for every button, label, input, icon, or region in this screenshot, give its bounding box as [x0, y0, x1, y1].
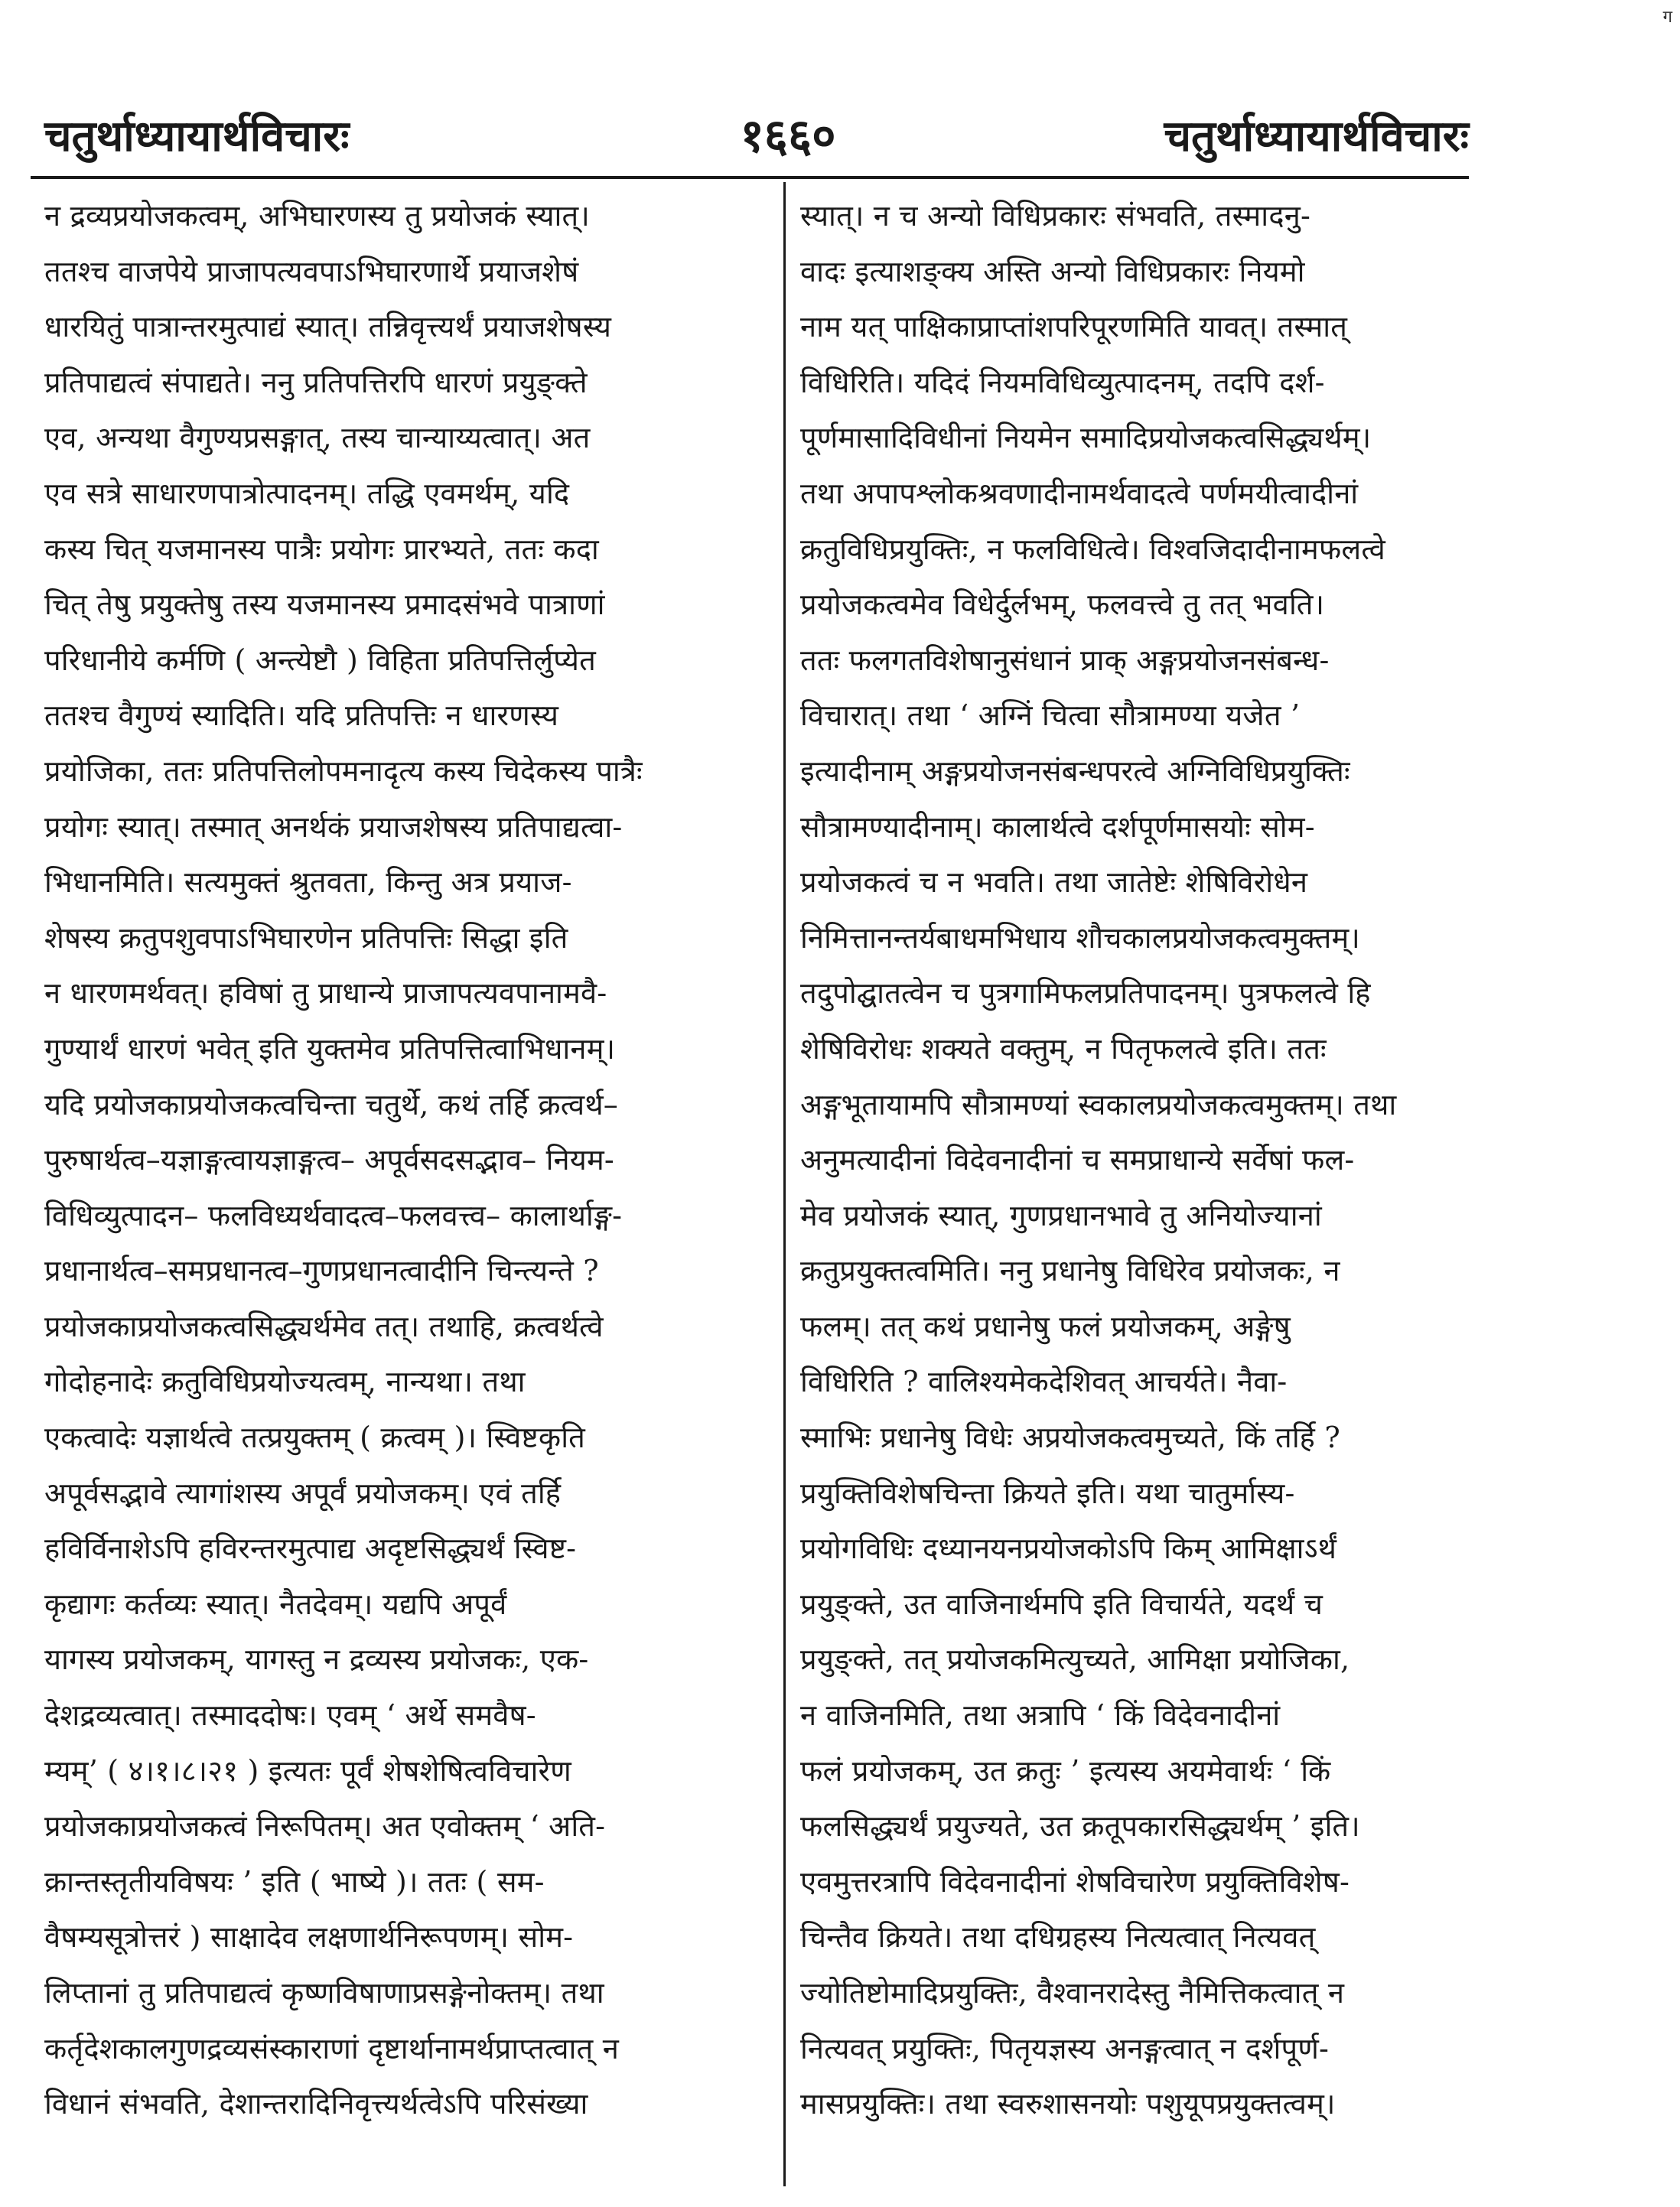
running-head-left: चतुर्थाध्यायार्थविचारः [44, 111, 350, 161]
text-line: फलं प्रयोजकम्, उत क्रतुः ’ इत्यस्य अयमेवार्थः ‘ किं [800, 1753, 1331, 1788]
text-line: प्रयोजकत्वमेव विधेर्दुर्लभम्, फलवत्त्वे तु तत् भवति। [800, 588, 1325, 622]
text-line: क्रतुविधिप्रयुक्तिः, न फलविधित्वे। विश्वजिदादीनामफलत्वे [800, 532, 1385, 566]
text-line: प्रयुक्तिविशेषचिन्ता क्रियते इति। यथा चातुर्मास्य- [800, 1476, 1295, 1510]
text-line: अपूर्वसद्भावे त्यागांशस्य अपूर्वं प्रयोजकम्। एवं तर्हि [44, 1476, 562, 1510]
text-line: प्रयोगविधिः दध्यानयनप्रयोजकोऽपि किम् आमिक्षाऽर्थं [800, 1532, 1337, 1566]
text-line: कस्य चित् यजमानस्य पात्रैः प्रयोगः प्रारभ्यते, ततः कदा [44, 532, 599, 566]
page-header [31, 92, 1469, 176]
text-line: स्माभिः प्रधानेषु विधेः अप्रयोजकत्वमुच्यते, किं तर्हि ? [800, 1421, 1340, 1455]
text-line: शेषिविरोधः शक्यते वक्तुम्, न पितृफलत्वे इति। ततः [800, 1031, 1327, 1066]
text-line: मासप्रयुक्तिः। तथा स्वरुशासनयोः पशुयूपप्रयुक्तत्वम्। [800, 2087, 1336, 2121]
text-line: कर्तृदेशकालगुणद्रव्यसंस्काराणां दृष्टार्थानामर्थप्राप्तत्वात् न [44, 2031, 619, 2065]
right-text-column [800, 188, 1469, 2132]
text-line: पुरुषार्थत्व–यज्ञाङ्गत्वायज्ञाङ्गत्व– अपूर्वसदसद्भाव– नियम- [44, 1143, 614, 1177]
text-line: नित्यवत् प्रयुक्तिः, पितृयज्ञस्य अनङ्गत्वात् न दर्शपूर्ण- [800, 2031, 1330, 2065]
page-number: १६६० [740, 109, 836, 163]
header-rule [31, 176, 1469, 179]
text-line: धारयितुं पात्रान्तरमुत्पाद्यं स्यात्। तन्निवृत्त्यर्थं प्रयाजशेषस्य [44, 310, 612, 344]
text-line: प्रयोजिका, ततः प्रतिपत्तिलोपमनादृत्य कस्य चिदेकस्य पात्रैः [44, 754, 643, 788]
text-line: प्रयोजकाप्रयोजकत्वं निरूपितम्। अत एवोक्तम् ‘ अति- [44, 1809, 606, 1844]
text-line: गुण्यार्थं धारणं भवेत् इति युक्तमेव प्रतिपत्तित्वाभिधानम्। [44, 1031, 616, 1066]
column-divider [783, 182, 786, 2186]
text-line: चिन्तैव क्रियते। तथा दधिग्रहस्य नित्यत्वात् नित्यवत् [800, 1920, 1316, 1955]
running-head-right: चतुर्थाध्यायार्थविचारः [1164, 111, 1469, 161]
text-line: विधिरिति। यदिदं नियमविधिव्युत्पादनम्, तदपि दर्श- [800, 365, 1325, 399]
text-line: अङ्गभूतायामपि सौत्रामण्यां स्वकालप्रयोजकत्वमुक्तम्। तथा [800, 1087, 1397, 1121]
text-line: विधिरिति ? वालिश्यमेकदेशिवत् आचर्यते। नैवा- [800, 1365, 1288, 1399]
text-line: एवमुत्तरत्रापि विदेवनादीनां शेषविचारेण प्रयुक्तिविशेष- [800, 1864, 1350, 1899]
text-line: यागस्य प्रयोजकम्, यागस्तु न द्रव्यस्य प्रयोजकः, एक- [44, 1642, 589, 1677]
text-line: विधिव्युत्पादन– फलविध्यर्थवादत्व–फलवत्त्व– कालार्थाङ्ग- [44, 1198, 623, 1232]
text-line: न द्रव्यप्रयोजकत्वम्, अभिघारणस्य तु प्रयोजकं स्यात्। [44, 199, 590, 233]
text-line: ततश्च वैगुण्यं स्यादिति। यदि प्रतिपत्तिः न धारणस्य [44, 698, 559, 733]
text-line: ततः फलगतविशेषानुसंधानं प्राक् अङ्गप्रयोजनसंबन्ध- [800, 643, 1330, 677]
text-line: चित् तेषु प्रयुक्तेषु तस्य यजमानस्य प्रमादसंभवे पात्राणां [44, 588, 605, 622]
text-line: स्यात्। न च अन्यो विधिप्रकारः संभवति, तस्मादनु- [800, 199, 1311, 233]
text-line: प्रयुङ्क्ते, तत् प्रयोजकमित्युच्यते, आमिक्षा प्रयोजिका, [800, 1642, 1350, 1677]
text-line: प्रयोगः स्यात्। तस्मात् अनर्थकं प्रयाजशेषस्य प्रतिपाद्यत्वा- [44, 809, 623, 844]
text-line: पूर्णमासादिविधीनां नियमेन समादिप्रयोजकत्वसिद्ध्यर्थम्। [800, 421, 1372, 455]
text-line: मेव प्रयोजकं स्यात्, गुणप्रधानभावे तु अनियोज्यानां [800, 1198, 1322, 1232]
margin-mark: ग [1662, 8, 1672, 27]
text-line: ततश्च वाजपेये प्राजापत्यवपाऽभिघारणार्थे प्रयाजशेषं [44, 254, 579, 288]
text-line: तदुपोद्घातत्वेन च पुत्रगामिफलप्रतिपादनम्। पुत्रफलत्वे हि [800, 976, 1371, 1011]
text-line: प्रयुङ्क्ते, उत वाजिनार्थमपि इति विचार्यते, यदर्थं च [800, 1587, 1323, 1621]
text-line: प्रतिपाद्यत्वं संपाद्यते। ननु प्रतिपत्तिरपि धारणं प्रयुङ्क्ते [44, 365, 588, 399]
text-line: एव, अन्यथा वैगुण्यप्रसङ्गात्, तस्य चान्याय्यत्वात्। अत [44, 421, 591, 455]
text-line: क्रान्तस्तृतीयविषयः ’ इति ( भाष्ये )। ततः ( सम- [44, 1864, 545, 1899]
text-line: विचारात्। तथा ‘ अग्निं चित्वा सौत्रामण्या यजेत ’ [800, 698, 1301, 733]
text-line: वैषम्यसूत्रोत्तरं ) साक्षादेव लक्षणार्थनिरूपणम्। सोम- [44, 1920, 574, 1955]
text-line: तथा अपापश्लोकश्रवणादीनामर्थवादत्वे पर्णमयीत्वादीनां [800, 476, 1359, 510]
text-line: न धारणमर्थवत्। हविषां तु प्राधान्ये प्राजापत्यवपानामवै- [44, 976, 607, 1011]
text-line: प्रधानार्थत्व–समप्रधानत्व–गुणप्रधानत्वादीनि चिन्त्यन्ते ? [44, 1254, 599, 1288]
text-line: एकत्वादेः यज्ञार्थत्वे तत्प्रयुक्तम् ( क्रत्वम् )। स्विष्टकृति [44, 1421, 585, 1455]
text-line: फलम्। तत् कथं प्रधानेषु फलं प्रयोजकम्, अङ्गेषु [800, 1309, 1291, 1343]
text-line: म्यम्’ ( ४।१।८।२१ ) इत्यतः पूर्वं शेषशेषित्वविचारेण [44, 1753, 571, 1788]
text-line: न वाजिनमिति, तथा अत्रापि ‘ किं विदेवनादीनां [800, 1698, 1281, 1733]
text-line: नाम यत् पाक्षिकाप्राप्तांशपरिपूरणमिति यावत्। तस्मात् [800, 310, 1348, 344]
text-line: सौत्रामण्यादीनाम्। कालार्थत्वे दर्शपूर्णमासयोः सोम- [800, 809, 1315, 844]
text-line: निमित्तानन्तर्यबाधमभिधाय शौचकालप्रयोजकत्वमुक्तम्। [800, 920, 1360, 955]
text-line: वादः इत्याशङ्क्य अस्ति अन्यो विधिप्रकारः नियमो [800, 254, 1305, 288]
left-text-column [44, 188, 767, 2132]
text-line: ज्योतिष्टोमादिप्रयुक्तिः, वैश्वानरादेस्तु नैमित्तिकत्वात् न [800, 1976, 1345, 2010]
text-line: अनुमत्यादीनां विदेवनादीनां च समप्राधान्ये सर्वेषां फल- [800, 1143, 1355, 1177]
text-line: भिधानमिति। सत्यमुक्तं श्रुतवता, किन्तु अत्र प्रयाज- [44, 865, 572, 900]
text-line: फलसिद्ध्यर्थं प्रयुज्यते, उत क्रतूपकारसिद्ध्यर्थम् ’ इति। [800, 1809, 1360, 1844]
text-line: इत्यादीनाम् अङ्गप्रयोजनसंबन्धपरत्वे अग्निविधिप्रयुक्तिः [800, 754, 1350, 788]
text-line: कृद्यागः कर्तव्यः स्यात्। नैतदेवम्। यद्यपि अपूर्वं [44, 1587, 507, 1621]
text-line: एव सत्रे साधारणपात्रोत्पादनम्। तद्धि एवमर्थम्, यदि [44, 476, 570, 510]
text-line: लिप्तानां तु प्रतिपाद्यत्वं कृष्णविषाणाप्रसङ्गेनोक्तम्। तथा [44, 1976, 604, 2010]
text-line: देशद्रव्यत्वात्। तस्माददोषः। एवम् ‘ अर्थे समवैष- [44, 1698, 536, 1733]
text-line: गोदोहनादेः क्रतुविधिप्रयोज्यत्वम्, नान्यथा। तथा [44, 1365, 526, 1399]
text-line: शेषस्य क्रतुपशुवपाऽभिघारणेन प्रतिपत्तिः सिद्धा इति [44, 920, 568, 955]
text-line: प्रयोजकाप्रयोजकत्वसिद्ध्यर्थमेव तत्। तथाहि, क्रत्वर्थत्वे [44, 1309, 604, 1343]
text-line: क्रतुप्रयुक्तत्वमिति। ननु प्रधानेषु विधिरेव प्रयोजकः, न [800, 1254, 1340, 1288]
text-line: परिधानीये कर्मणि ( अन्त्येष्टौ ) विहिता प्रतिपत्तिर्लुप्येत [44, 643, 596, 677]
text-line: विधानं संभवति, देशान्तरादिनिवृत्त्यर्थत्वेऽपि परिसंख्या [44, 2087, 588, 2121]
text-line: हविर्विनाशेऽपि हविरन्तरमुत्पाद्य अदृष्टसिद्ध्यर्थं स्विष्ट- [44, 1532, 577, 1566]
text-line: यदि प्रयोजकाप्रयोजकत्वचिन्ता चतुर्थे, कथं तर्हि क्रत्वर्थ– [44, 1087, 619, 1121]
text-line: प्रयोजकत्वं च न भवति। तथा जातेष्टेः शेषिविरोधेन [800, 865, 1308, 900]
